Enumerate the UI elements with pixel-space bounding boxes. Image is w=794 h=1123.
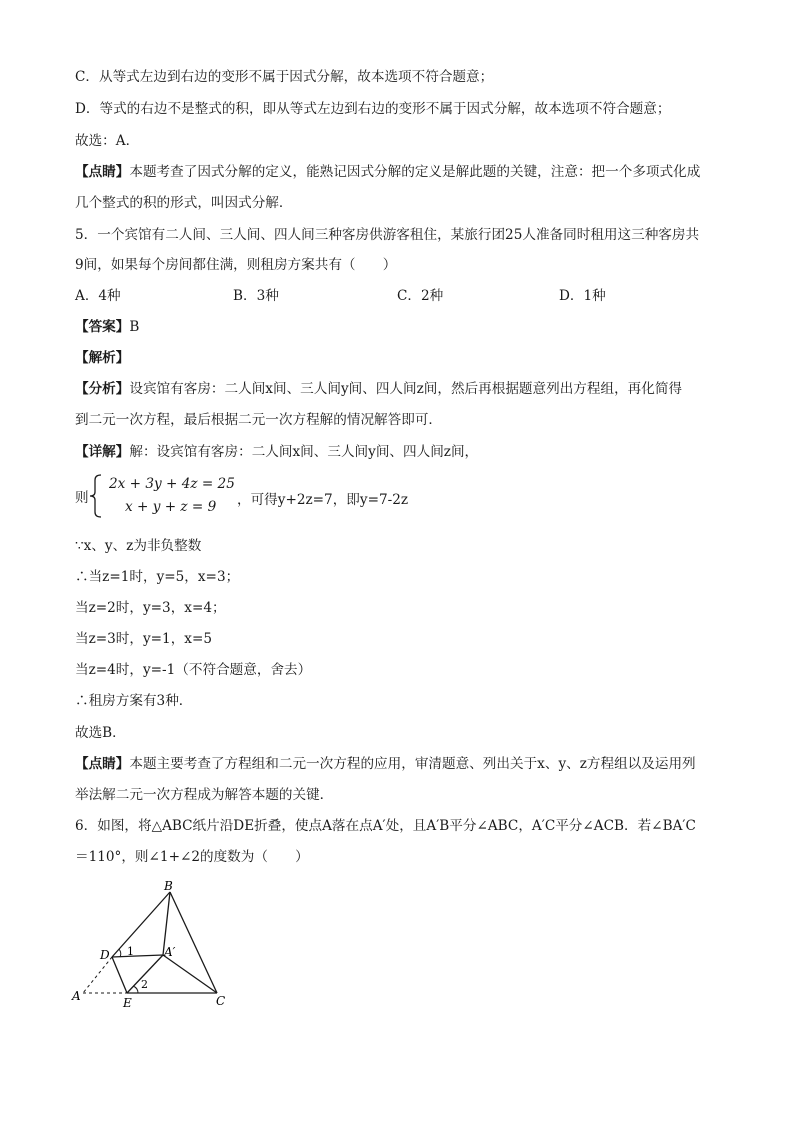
question-5-line1: 5．一个宾馆有二人间、三人间、四人间三种客房供游客租住，某旅行团25人准备同时租用这三种客房共 (75, 227, 700, 243)
since-line: ∵x、y、z为非负整数 (75, 538, 202, 554)
label-e: E (123, 996, 132, 1010)
equation-result: ，可得y+2z=7，即y=7-2z (237, 492, 409, 508)
label-angle-2: 2 (141, 978, 148, 991)
therefore-line: ∴租房方案有3种． (75, 693, 193, 709)
answer-line (75, 318, 139, 336)
dianjing-tag: 【点睛】 (75, 164, 130, 180)
question-6-line2: ＝110°，则∠1+∠2的度数为（ ） (75, 849, 309, 865)
label-angle-1: 1 (127, 945, 134, 958)
dashed-da-line (83, 957, 112, 993)
case-2: 当z=2时，y=3，x=4； (75, 600, 226, 616)
question-6-line1: 6．如图，将△ABC纸片沿DE折叠，使点A落在点A′处，且A′B平分∠ABC，A′C平分∠ACB．若∠BA′C (75, 818, 696, 834)
dianjing-text: 本题主要考查了方程组和二元一次方程的应用，审清题意、列出关于x、y、z方程组以及运用列 (129, 756, 696, 772)
fold-line-de (112, 957, 127, 993)
label-d: D (100, 948, 110, 962)
option-d: D．1种 (559, 288, 606, 304)
choice-a: 故选：A． (75, 133, 140, 149)
option-d-explanation: D．等式的右边不是整式的积，即从等式左边到右边的变形不属于因式分解，故本选项不符合题意； (75, 101, 671, 117)
choice-b: 故选B． (75, 725, 126, 741)
side-bc (170, 892, 217, 993)
angle-2-arc (133, 986, 138, 993)
label-b: B (164, 879, 173, 893)
fenxi-text: 设宾馆有客房：二人间x间、三人间y间、四人间z间，然后再根据题意列出方程组，再化简得 (129, 381, 683, 397)
fenxi-tag: 【分析】 (75, 381, 130, 397)
side-bd (112, 892, 170, 957)
equation-1: 2x + 3y + 4z = 25 (109, 476, 235, 492)
equation-2: x + y + z = 9 (125, 499, 217, 515)
option-c: C．2种 (397, 288, 444, 304)
dianjing-text: 本题考查了因式分解的定义，能熟记因式分解的定义是解此题的关键，注意：把一个多项式化成 (129, 164, 701, 180)
case-1: ∴当z=1时，y=5，x=3； (75, 569, 240, 585)
equation-prefix: 则 (75, 490, 89, 506)
dianjing-tag: 【点睛】 (75, 756, 130, 772)
dianjing-q5-line2: 举法解二元一次方程成为解答本题的关键． (75, 787, 334, 803)
answer-tag: 【答案】 (75, 319, 130, 335)
xiangjie-text: 解：设宾馆有客房：二人间x间、三人间y间、四人间z间， (129, 444, 479, 460)
question-5-line2: 9间，如果每个房间都住满，则租房方案共有（ ） (75, 257, 397, 273)
option-b: B．3种 (233, 288, 279, 304)
jiexi-tag: 【解析】 (75, 350, 130, 366)
xiangjie-line1 (75, 443, 478, 461)
fenxi-line2: 到二元一次方程，最后根据二元一次方程解的情况解答即可． (75, 412, 443, 428)
angle-1-arc (119, 949, 121, 957)
left-brace-icon (89, 474, 103, 518)
answer-value: B (129, 319, 140, 335)
dianjing-q4-line2: 几个整式的积的形式，叫因式分解． (75, 195, 293, 211)
case-3: 当z=3时，y=1，x=5 (75, 631, 212, 647)
dianjing-q5-line1 (75, 755, 696, 773)
label-a: A (72, 989, 81, 1003)
fold-triangle-figure (60, 875, 260, 1015)
xiangjie-tag: 【详解】 (75, 444, 130, 460)
fenxi-line1 (75, 380, 682, 398)
option-a: A．4种 (75, 288, 121, 304)
label-a-prime: A′ (164, 945, 176, 959)
dianjing-q4-line1 (75, 163, 700, 181)
segment-a-prime-c (163, 955, 217, 993)
case-4: 当z=4时，y=-1（不符合题意，舍去） (75, 662, 312, 678)
option-c-explanation: C．从等式左边到右边的变形不属于因式分解，故本选项不符合题意； (75, 69, 494, 85)
label-c: C (216, 994, 226, 1008)
